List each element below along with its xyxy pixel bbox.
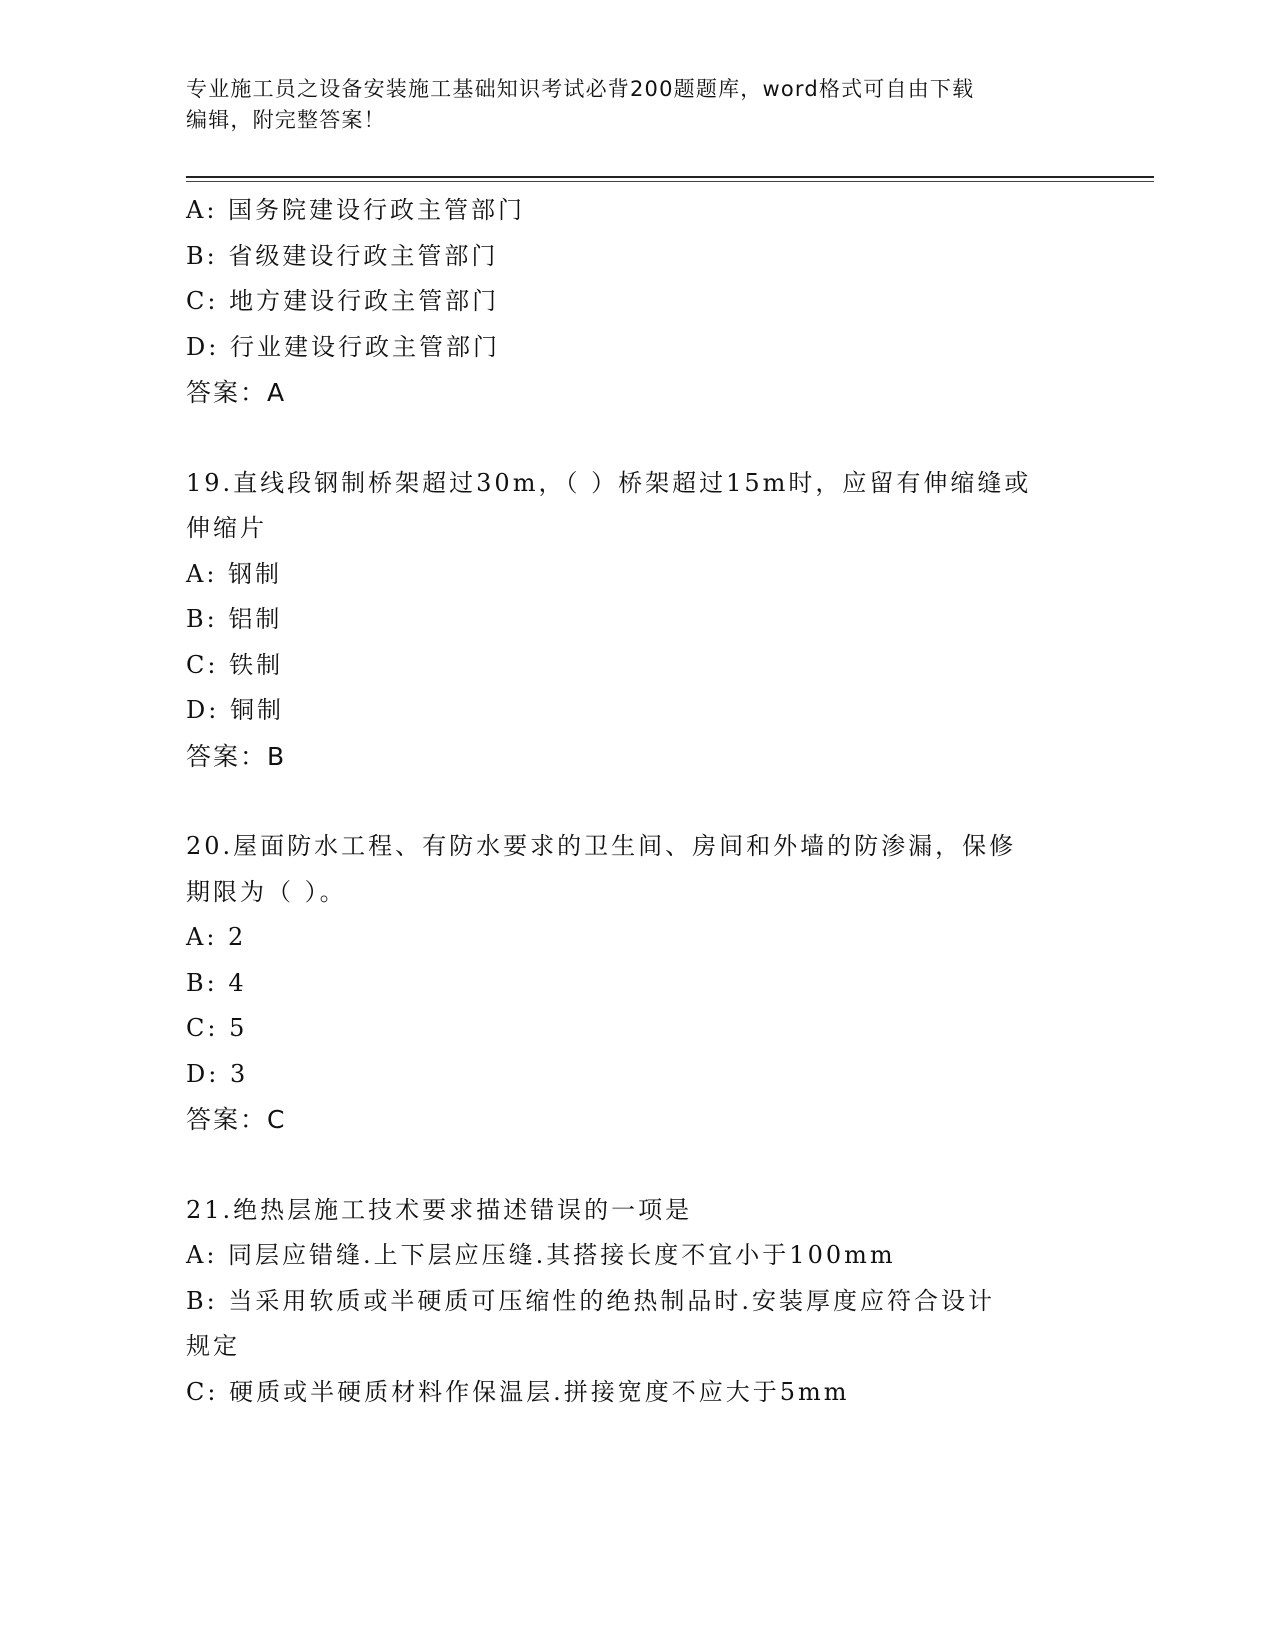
answer: 答案：A (186, 378, 287, 407)
header-divider-thin (186, 181, 1154, 182)
question-stem-line-1: 19.直线段钢制桥架超过30m，（ ）桥架超过15m时，应留有伸缩缝或 (186, 468, 1032, 497)
document-header (186, 74, 1086, 136)
question-stem-line-1: 20.屋面防水工程、有防水要求的卫生间、房间和外墙的防渗漏，保修 (186, 832, 1017, 860)
option-a: A: 国务院建设行政主管部门 (186, 196, 526, 224)
option-d: D: 3 (186, 1059, 249, 1088)
option-d: D: 行业建设行政主管部门 (186, 332, 500, 361)
option-c: C: 地方建设行政主管部门 (186, 287, 500, 315)
option-c: C: 铁制 (186, 650, 284, 679)
option-b-continued: 规定 (186, 1332, 240, 1360)
option-b: B: 省级建设行政主管部门 (186, 241, 499, 270)
question-18 (186, 188, 1086, 416)
option-c: C: 硬质或半硬质材料作保温层.拼接宽度不应大于5mm (186, 1377, 850, 1406)
option-b: B: 4 (186, 968, 247, 997)
spacer (186, 416, 1086, 461)
option-a: A: 同层应错缝.上下层应压缝.其搭接长度不宜小于100mm (186, 1241, 896, 1269)
option-d: D: 铜制 (186, 696, 284, 724)
question-21 (186, 1188, 1086, 1416)
question-19 (186, 461, 1086, 780)
question-stem-line-2: 伸缩片 (186, 514, 267, 542)
header-line-1: 专业施工员之设备安装施工基础知识考试必背200题题库，word格式可自由下载 (186, 77, 975, 101)
option-b: B: 当采用软质或半硬质可压缩性的绝热制品时.安装厚度应符合设计 (186, 1286, 995, 1315)
option-a: A: 钢制 (186, 559, 283, 588)
option-c: C: 5 (186, 1014, 248, 1042)
option-b: B: 铝制 (186, 605, 283, 633)
question-20 (186, 824, 1086, 1143)
spacer (186, 1143, 1086, 1188)
header-divider-thick (186, 176, 1154, 178)
question-stem-line-2: 期限为（ ）。 (186, 877, 347, 906)
question-stem-line-1: 21.绝热层施工技术要求描述错误的一项是 (186, 1195, 693, 1224)
header-line-2: 编辑，附完整答案！ (186, 108, 386, 132)
spacer (186, 779, 1086, 824)
question-list (186, 188, 1086, 1415)
option-a: A: 2 (186, 923, 247, 951)
answer: 答案：B (186, 741, 287, 771)
answer: 答案：C (186, 1105, 287, 1134)
